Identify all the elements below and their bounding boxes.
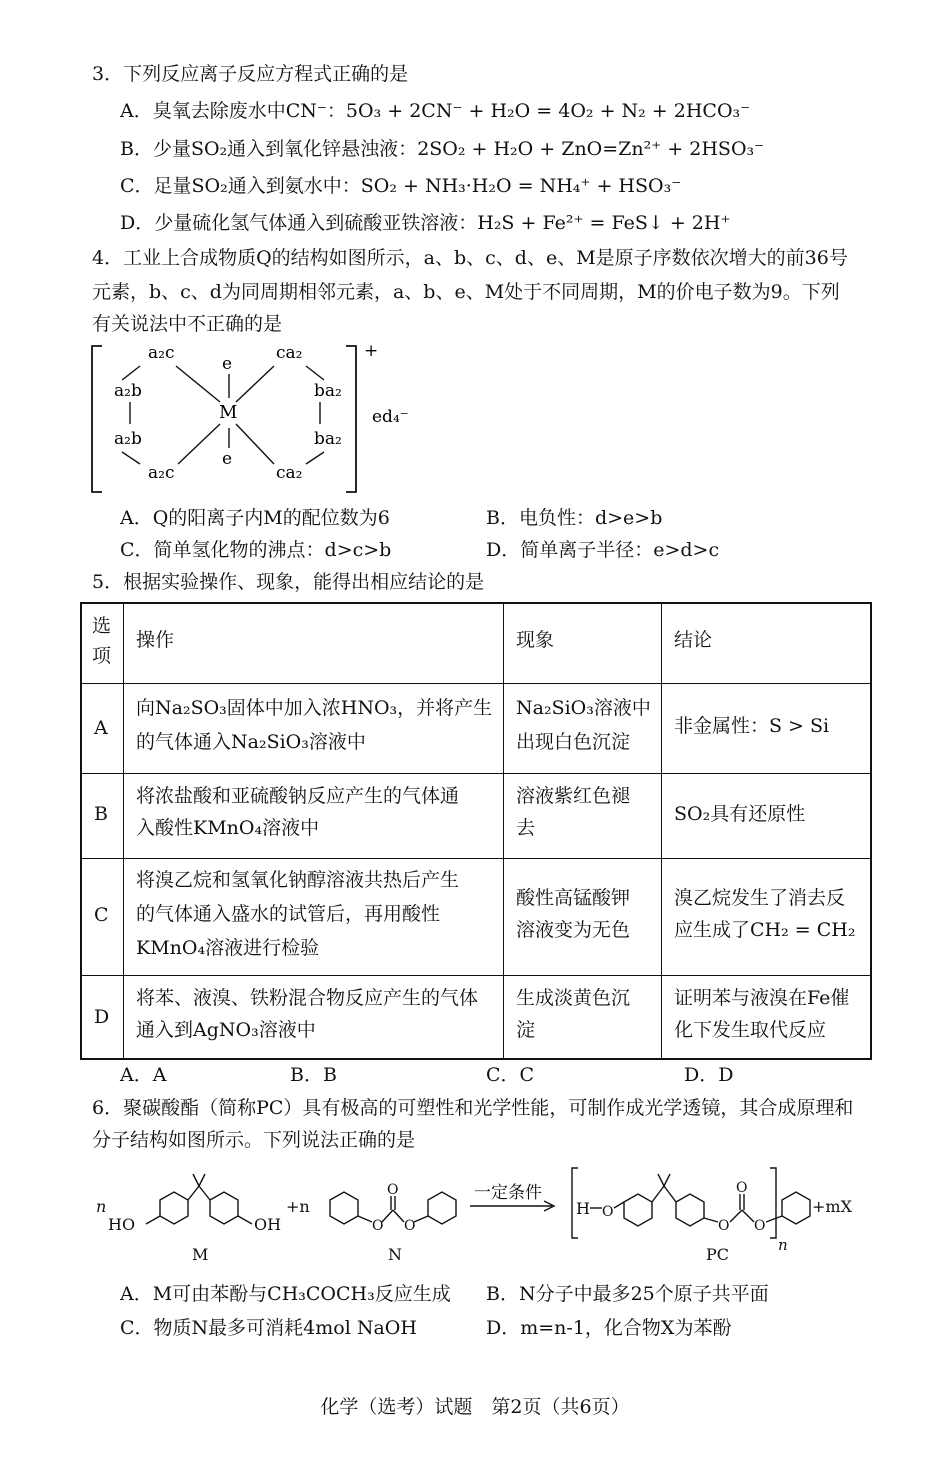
q3-option-d-equation: H₂S + Fe²⁺ = FeS↓ + 2H⁺: [477, 212, 731, 234]
ligand-ml1: a₂b: [114, 381, 142, 401]
row-c-phenomenon-1: 酸性高锰酸钾: [516, 887, 631, 909]
label-m: M: [192, 1245, 209, 1264]
q5-option-c: C．C: [486, 1064, 535, 1086]
row-d-phenomenon-2: 淀: [516, 1019, 536, 1041]
label-oh: OH: [254, 1215, 282, 1234]
q3-option-d-label: D．少量硫化氢气体通入到硫酸亚铁溶液：: [120, 212, 478, 234]
ligand-tr: ca₂: [276, 343, 303, 363]
header-option-a: 选: [92, 615, 112, 637]
ligand-ml2: a₂b: [114, 429, 142, 449]
counter-anion: ed₄⁻: [372, 407, 409, 427]
table-divider: [82, 858, 870, 859]
table-divider: [82, 975, 870, 976]
table-divider: [82, 683, 870, 684]
row-a-key: A: [94, 717, 108, 739]
q6-option-d: D．m=n-1，化合物X为苯酚: [486, 1317, 732, 1339]
bond: [393, 1210, 404, 1222]
header-option-b: 项: [92, 645, 112, 667]
table-divider: [503, 604, 504, 1058]
q3-option-a-label: A．臭氧去除废水中CN⁻：: [120, 100, 346, 122]
q3-option-b: [120, 134, 764, 164]
row-d-key: D: [94, 1006, 110, 1028]
row-b-conclusion: SO₂具有还原性: [674, 803, 806, 825]
bond: [664, 1186, 676, 1202]
header-conclusion: 结论: [674, 629, 713, 651]
bond: [652, 1186, 664, 1202]
bond: [614, 1202, 624, 1208]
q4-stem-line-2: 元素，b、c、d为同周期相邻元素，a、b、e、M处于不同周期，M的价电子数为9。下列: [92, 281, 840, 303]
row-c-operation-3: KMnO₄溶液进行检验: [136, 937, 320, 959]
row-d-conclusion-2: 化下发生取代反应: [674, 1019, 827, 1041]
q3-option-a-equation: 5O₃ + 2CN⁻ + H₂O = 4O₂ + N₂ + 2HCO₃⁻: [345, 100, 751, 122]
subscript-n: n: [778, 1236, 788, 1254]
row-d-phenomenon-1: 生成淡黄色沉: [516, 987, 631, 1009]
row-c-phenomenon-2: 溶液变为无色: [516, 919, 631, 941]
arrow-label: 一定条件: [474, 1183, 542, 1203]
bond: [199, 1186, 210, 1200]
bond: [358, 1216, 372, 1222]
benzene-ring: [676, 1194, 704, 1226]
ligand-mr2: ba₂: [314, 429, 342, 449]
bond: [704, 1218, 718, 1222]
row-b-phenomenon-1: 溶液紫红色褪: [516, 785, 631, 807]
q6-reaction-scheme: [90, 1156, 890, 1268]
q6-stem-line-1: 6．聚碳酸酯（简称PC）具有极高的可塑性和光学性能，可制作成光学透镜，其合成原理和: [92, 1097, 854, 1119]
row-c-conclusion-2: 应生成了CH₂ = CH₂: [674, 919, 856, 941]
benzene-ring: [428, 1192, 456, 1224]
bond: [193, 1174, 199, 1186]
q3-option-c-label: C．足量SO₂通入到氨水中：: [120, 175, 361, 197]
header-phenomenon: 现象: [516, 629, 555, 651]
q5-option-b: B．B: [290, 1064, 337, 1086]
row-a-operation-2: 的气体通入Na₂SiO₃溶液中: [136, 731, 366, 753]
q5-experiment-table: [80, 602, 872, 1060]
q6-option-b: B．N分子中最多25个原子共平面: [486, 1283, 769, 1305]
benzene-ring: [160, 1192, 188, 1224]
row-c-conclusion-1: 溴乙烷发生了消去反: [674, 887, 846, 909]
q3-stem: 3．下列反应离子反应方程式正确的是: [92, 63, 409, 85]
row-d-conclusion-1: 证明苯与液溴在Fe催: [674, 987, 850, 1009]
q3-option-c: [120, 171, 681, 201]
pc-o-2: O: [718, 1218, 730, 1234]
coordination-bond: [236, 366, 274, 402]
ligand-tl: a₂c: [148, 343, 175, 363]
coordination-bond: [178, 424, 220, 464]
bond: [382, 1210, 393, 1222]
label-h: H: [576, 1199, 590, 1218]
bond: [730, 1210, 742, 1222]
ester-o-right: O: [404, 1218, 416, 1234]
ligand-mr1: ba₂: [314, 381, 342, 401]
label-ho: HO: [108, 1215, 136, 1234]
q5-option-a: A．A: [120, 1064, 167, 1086]
q3-option-c-equation: SO₂ + NH₃·H₂O = NH₄⁺ + HSO₃⁻: [360, 175, 682, 197]
bond: [146, 1216, 160, 1224]
q6-stem-line-2: 分子结构如图所示。下列说法正确的是: [92, 1129, 416, 1151]
bond: [199, 1174, 205, 1186]
label-n: N: [388, 1245, 402, 1264]
ligand-bl: a₂c: [148, 463, 175, 483]
plus-mx: +mX: [812, 1197, 852, 1216]
q3-option-b-equation: 2SO₂ + H₂O + ZnO=Zn²⁺ + 2HSO₃⁻: [417, 138, 765, 160]
header-operation: 操作: [136, 629, 175, 651]
ligand-br: ca₂: [276, 463, 303, 483]
page-footer: 化学（选考）试题 第2页（共6页）: [320, 1396, 630, 1418]
q4-structure-diagram: [88, 340, 418, 498]
q6-option-c: C．物质N最多可消耗4mol NaOH: [120, 1317, 417, 1339]
table-divider: [661, 604, 662, 1058]
row-c-key: C: [94, 904, 109, 926]
atom-e-top: e: [222, 354, 233, 374]
right-bracket: [346, 346, 356, 492]
polymer-bracket-right: [770, 1168, 776, 1238]
bond: [766, 1216, 782, 1222]
row-b-phenomenon-2: 去: [516, 817, 536, 839]
q3-option-a: [120, 96, 750, 126]
bond: [306, 452, 324, 464]
benzene-ring: [782, 1192, 810, 1224]
plus-n: +n: [286, 1197, 310, 1216]
q4-option-c: C．简单氢化物的沸点：d>c>b: [120, 539, 392, 561]
atom-e-bottom: e: [222, 449, 233, 469]
row-c-operation-2: 的气体通入盛水的试管后，再用酸性: [136, 903, 441, 925]
q4-option-b: B．电负性：d>e>b: [486, 507, 663, 529]
q6-option-a: A．M可由苯酚与CH₃COCH₃反应生成: [120, 1283, 451, 1305]
bond: [742, 1210, 754, 1222]
table-divider: [123, 604, 124, 1058]
row-a-operation-1: 向Na₂SO₃固体中加入浓HNO₃，并将产生: [136, 697, 493, 719]
pc-o-1: O: [602, 1204, 614, 1220]
q5-option-d: D．D: [684, 1064, 734, 1086]
coordination-bond: [176, 366, 220, 402]
row-a-phenomenon-2: 出现白色沉淀: [516, 731, 631, 753]
pc-o-3: O: [754, 1218, 766, 1234]
q5-stem: 5．根据实验操作、现象，能得出相应结论的是: [92, 571, 485, 593]
row-a-conclusion: 非金属性：S > Si: [674, 715, 830, 737]
ester-o-left: O: [372, 1218, 384, 1234]
table-divider: [82, 773, 870, 774]
benzene-ring: [210, 1192, 238, 1224]
bond: [414, 1216, 428, 1222]
pc-carbonyl-o: O: [736, 1180, 748, 1196]
charge-plus: +: [364, 341, 379, 361]
bond: [658, 1174, 664, 1186]
bond: [188, 1186, 199, 1200]
row-b-operation-2: 入酸性KMnO₄溶液中: [136, 817, 320, 839]
left-bracket: [92, 346, 102, 492]
benzene-ring: [330, 1192, 358, 1224]
row-d-operation-2: 通入到AgNO₃溶液中: [136, 1019, 316, 1041]
carbonyl-o: O: [387, 1182, 399, 1198]
row-b-key: B: [94, 803, 108, 825]
q3-option-d: [120, 208, 731, 238]
bond: [122, 452, 140, 464]
row-d-operation-1: 将苯、液溴、铁粉混合物反应产生的气体: [136, 987, 479, 1009]
benzene-ring: [624, 1194, 652, 1226]
q4-stem-line-3: 有关说法中不正确的是: [92, 313, 283, 335]
coordination-bond: [236, 424, 274, 464]
row-b-operation-1: 将浓盐酸和亚硫酸钠反应产生的气体通: [136, 785, 460, 807]
bond: [306, 366, 324, 380]
metal-center-m: M: [219, 402, 238, 423]
row-c-operation-1: 将溴乙烷和氢氧化钠醇溶液共热后产生: [136, 869, 460, 891]
bond: [238, 1216, 252, 1224]
row-a-phenomenon-1: Na₂SiO₃溶液中: [516, 697, 651, 719]
coefficient-n: n: [96, 1197, 107, 1216]
q4-option-d: D．简单离子半径：e>d>c: [486, 539, 720, 561]
label-pc: PC: [706, 1245, 730, 1264]
q4-stem-line-1: 4．工业上合成物质Q的结构如图所示，a、b、c、d、e、M是原子序数依次增大的前36号: [92, 247, 848, 269]
q4-option-a: A．Q的阳离子内M的配位数为6: [120, 507, 390, 529]
bond: [122, 366, 140, 380]
q3-option-b-label: B．少量SO₂通入到氧化锌悬浊液：: [120, 138, 418, 160]
bond: [664, 1174, 670, 1186]
